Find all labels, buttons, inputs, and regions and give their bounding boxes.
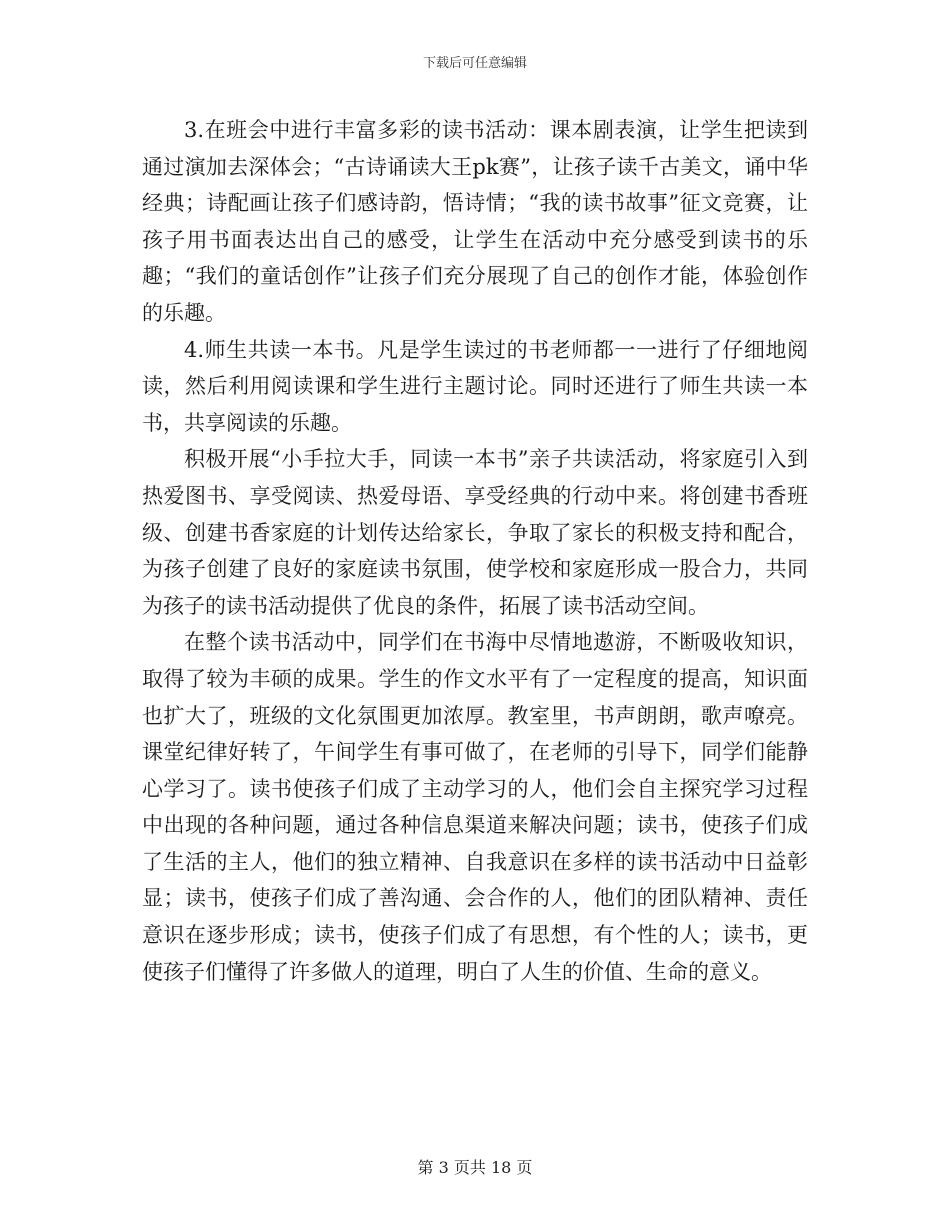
paragraph-family-reading: 积极开展“小手拉大手，同读一本书”亲子共读活动，将家庭引入到热爱图书、享受阅读、热爱母语、享受经典的行动中来。将创建书香班级、创建书香家庭的计划传达给家长，争取了家长的积极支持和配合，为孩子创建了良好的家庭读书氛围，使学校和家庭形成一股合力，共同为孩子的读书活动提供了优良的条件，拓展了读书活动空间。: [142, 447, 808, 618]
page-header: 下载后可任意编辑: [422, 56, 527, 71]
document-body: [142, 112, 808, 990]
paragraph-results: 在整个读书活动中，同学们在书海中尽情地遨游，不断吸收知识，取得了较为丰硕的成果。学生的作文水平有了一定程度的提高，知识面也扩大了，班级的文化氛围更加浓厚。教室里，书声朗朗，歌声嘹亮。课堂纪律好转了，午间学生有事可做了，在老师的引导下，同学们能静心学习了。读书使孩子们成了主动学习的人，他们会自主探究学习过程中出现的各种问题，通过各种信息渠道来解决问题；读书，使孩子们成了生活的主人，他们的独立精神、自我意识在多样的读书活动中日益彰显；读书，使孩子们成了善沟通、会合作的人，他们的团队精神、责任意识在逐步形成；读书，使孩子们成了有思想，有个性的人；读书，更使孩子们懂得了许多做人的道理，明白了人生的价值、生命的意义。: [142, 630, 808, 984]
page-footer: 第 3 页共 18 页: [417, 1158, 533, 1177]
paragraph-reading-activities: 3.在班会中进行丰富多彩的读书活动：课本剧表演，让学生把读到通过演加去深体会；“古诗诵读大王pk赛”，让孩子读千古美文，诵中华经典；诗配画让孩子们感诗韵，悟诗情；“我的读书故事”征文竞赛，让孩子用书面表达出自己的感受，让学生在活动中充分感受到读书的乐趣；“我们的童话创作”让孩子们充分展现了自己的创作才能，体验创作的乐趣。: [142, 118, 808, 325]
paragraph-shared-reading: 4.师生共读一本书。凡是学生读过的书老师都一一进行了仔细地阅读，然后利用阅读课和学生进行主题讨论。同时还进行了师生共读一本书，共享阅读的乐趣。: [142, 337, 808, 435]
